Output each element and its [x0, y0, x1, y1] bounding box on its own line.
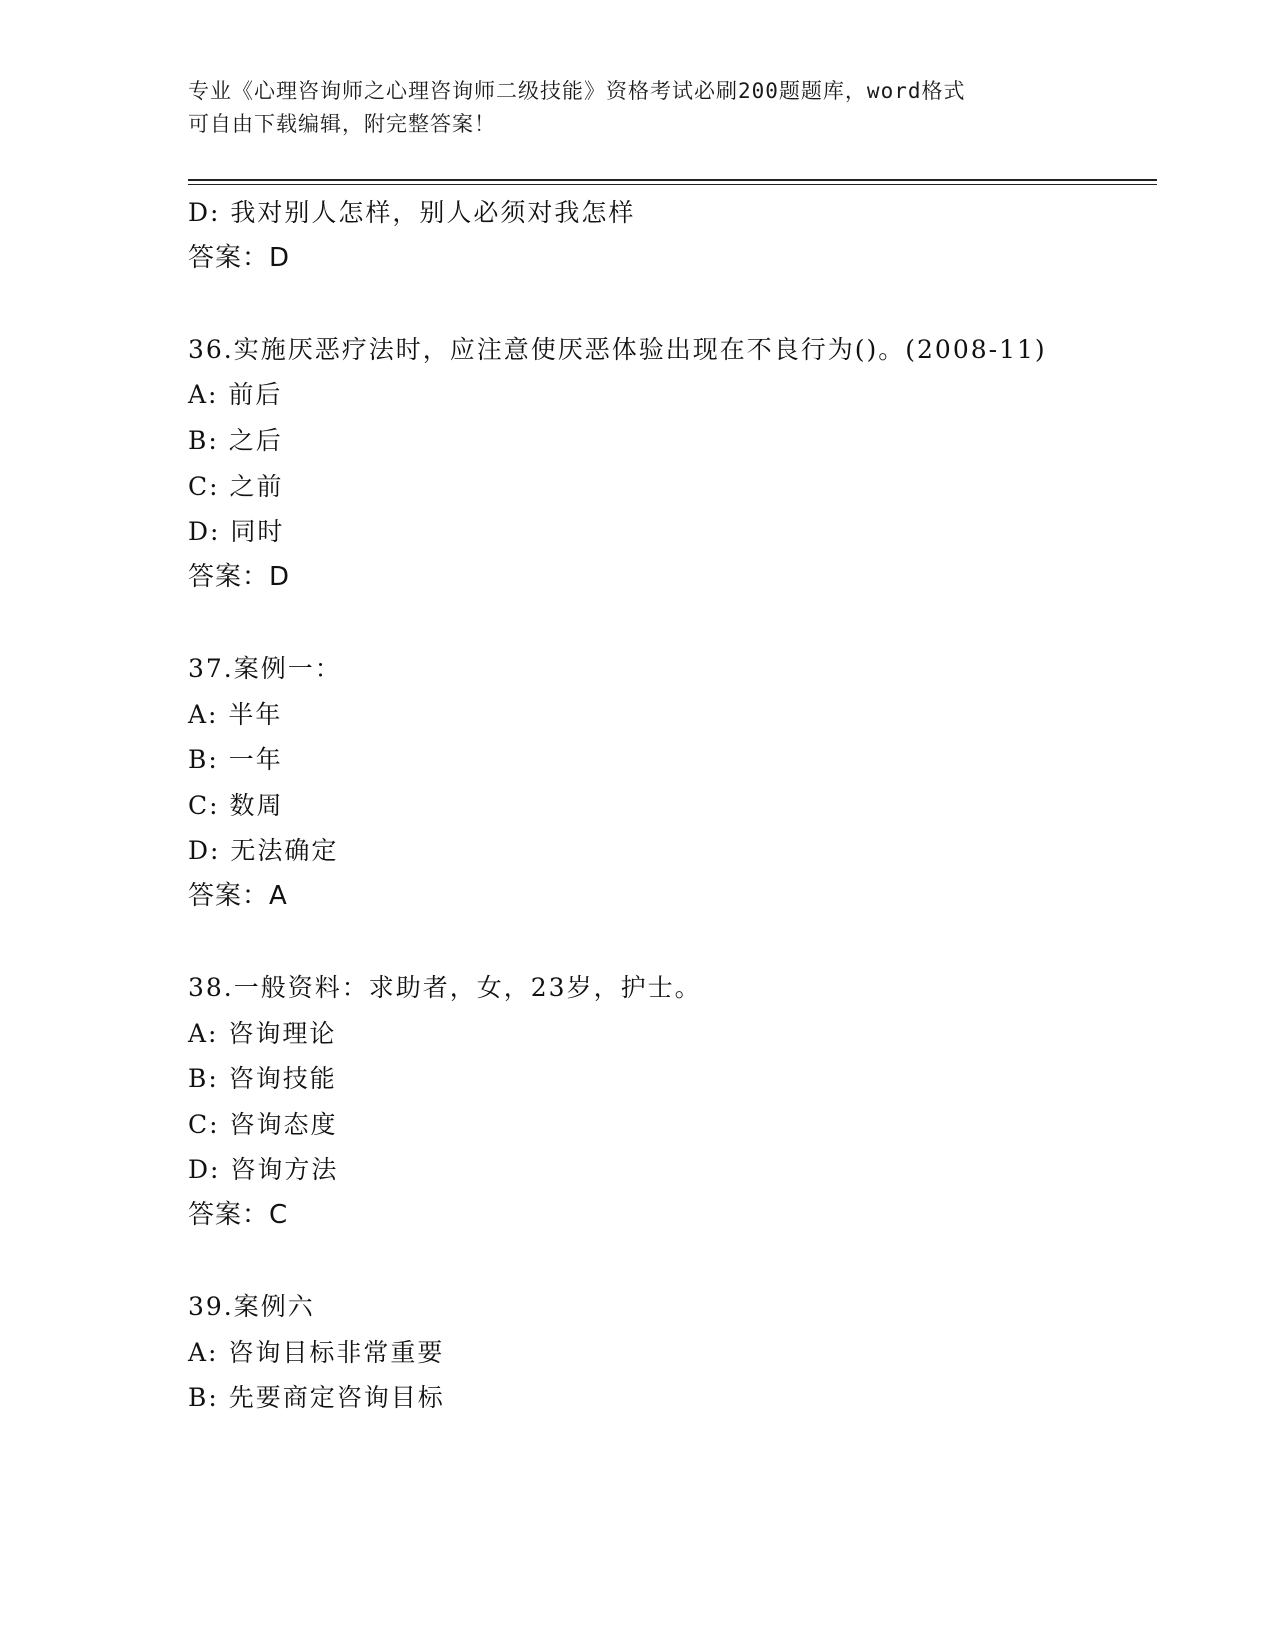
question-38: [188, 965, 1088, 1239]
answer: 答案：A: [188, 880, 288, 911]
option-d: D: 咨询方法: [188, 1155, 339, 1185]
option-a: A: 咨询目标非常重要: [188, 1337, 445, 1367]
option-d: D: 我对别人怎样，别人必须对我怎样: [188, 198, 636, 227]
question-list: [188, 190, 1088, 1421]
option-b: B: 咨询技能: [188, 1064, 337, 1094]
answer: 答案：D: [188, 242, 291, 273]
option-d: D: 同时: [188, 517, 285, 547]
answer: 答案：C: [188, 1200, 289, 1231]
option-c: C: 数周: [188, 790, 284, 820]
question-37: [188, 646, 1088, 920]
question-35: [188, 190, 1088, 281]
option-b: B: 之后: [188, 425, 283, 455]
question-36: [188, 327, 1088, 601]
answer: 答案：D: [188, 561, 291, 592]
option-b: B: 一年: [188, 745, 283, 775]
question-text: 39.案例六: [188, 1292, 315, 1322]
option-a: A: 咨询理论: [188, 1018, 337, 1048]
option-d: D: 无法确定: [188, 836, 339, 866]
question-39: [188, 1284, 1088, 1421]
header-line-1: 专业《心理咨询师之心理咨询师二级技能》资格考试必刷200题题库，word格式: [188, 79, 966, 103]
header-line-2: 可自由下载编辑，附完整答案！: [188, 112, 496, 136]
option-c: C: 咨询态度: [188, 1109, 338, 1139]
option-a: A: 半年: [188, 699, 283, 729]
header-rule-thin: [188, 184, 1157, 185]
option-a: A: 前后: [188, 380, 283, 410]
header-rule-thick: [188, 179, 1157, 181]
option-b: B: 先要商定咨询目标: [188, 1383, 445, 1413]
document-header: [188, 75, 1088, 141]
question-text: 38.一般资料：求助者，女，23岁，护士。: [188, 973, 702, 1003]
question-text: 37.案例一：: [188, 653, 342, 683]
question-text: 36.实施厌恶疗法时，应注意使厌恶体验出现在不良行为()。(2008-11): [188, 334, 1047, 364]
option-c: C: 之前: [188, 471, 284, 501]
